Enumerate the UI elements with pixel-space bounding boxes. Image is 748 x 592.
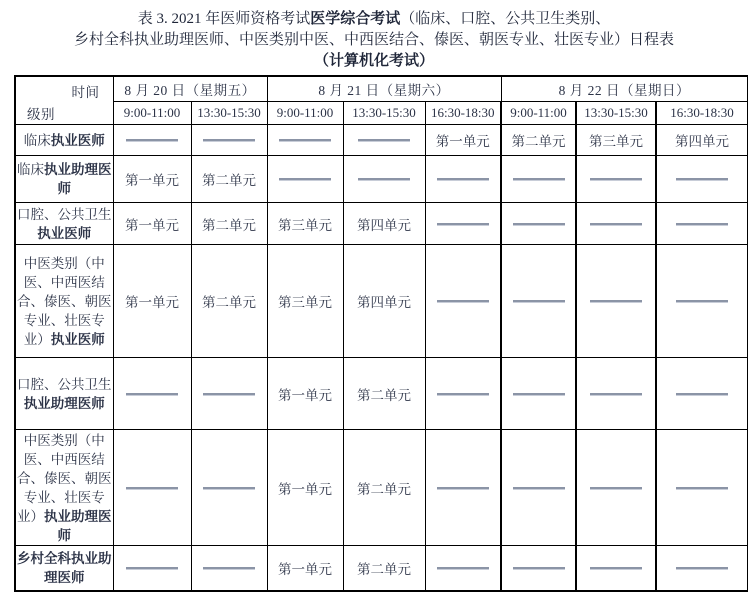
row-label-candidate-level	[15, 430, 113, 546]
no-exam-dash	[676, 178, 728, 181]
exam-unit-label: 第二单元	[357, 387, 411, 403]
row-label-plain: 口腔、公共卫生	[17, 376, 112, 392]
time-slot-header: 9:00-11:00	[267, 102, 343, 125]
no-exam-dash	[676, 300, 728, 303]
exam-unit-label: 第二单元	[357, 481, 411, 497]
row-label-plain: 临床	[17, 162, 44, 177]
no-exam-dash	[358, 139, 410, 142]
schedule-table-container	[14, 75, 748, 592]
schedule-cell	[267, 156, 343, 203]
schedule-cell	[425, 156, 501, 203]
row-label-plain: 临床	[23, 132, 51, 148]
row-label-candidate-level	[15, 546, 113, 591]
no-exam-dash	[590, 487, 642, 490]
schedule-cell	[343, 245, 425, 358]
no-exam-dash	[126, 393, 178, 396]
corner-header-cell	[15, 76, 113, 125]
schedule-cell	[576, 125, 656, 156]
schedule-cell	[343, 546, 425, 591]
schedule-cell	[576, 156, 656, 203]
exam-unit-label: 第三单元	[278, 217, 332, 233]
row-label-bold: 执业助理医师	[23, 395, 105, 411]
schedule-cell	[191, 358, 267, 430]
no-exam-dash	[590, 300, 642, 303]
time-slot-header: 9:00-11:00	[501, 102, 576, 125]
no-exam-dash	[513, 567, 565, 570]
row-label-bold: 执业医师	[50, 331, 105, 347]
no-exam-dash	[126, 567, 178, 570]
exam-unit-label: 第一单元	[278, 481, 332, 497]
schedule-cell	[113, 156, 191, 203]
row-label-candidate-level	[15, 156, 113, 203]
schedule-cell	[425, 203, 501, 245]
no-exam-dash	[513, 223, 565, 226]
schedule-cell	[576, 430, 656, 546]
time-slot-header: 16:30-18:30	[656, 102, 748, 125]
day-header-aug22: 8 月 22 日（星期日）	[501, 76, 748, 102]
exam-unit-label: 第一单元	[278, 561, 332, 577]
row-label-plain: 中医类别（中医、中西医结合、傣医、朝医专业、壮医专业）	[17, 255, 112, 347]
schedule-cell	[656, 358, 748, 430]
exam-unit-label: 第二单元	[511, 134, 566, 149]
no-exam-dash	[513, 487, 565, 490]
row-label-candidate-level	[15, 358, 113, 430]
schedule-cell	[343, 125, 425, 156]
schedule-cell	[656, 546, 748, 591]
row-label-plain: 中医类别（中医、中西医结合、傣医、朝医专业、壮医专业）	[17, 432, 112, 524]
no-exam-dash	[513, 178, 565, 181]
title-line-2: 乡村全科执业助理医师、中医类别中医、中西医结合、傣医、朝医专业、壮医专业）日程表	[73, 32, 674, 48]
corner-label-level: 级别	[27, 107, 55, 122]
schedule-cell	[656, 203, 748, 245]
schedule-cell	[191, 156, 267, 203]
row-label-bold: 执业助理医师	[44, 162, 112, 196]
exam-unit-label: 第四单元	[675, 134, 730, 149]
no-exam-dash	[203, 393, 255, 396]
schedule-cell	[113, 203, 191, 245]
time-slot-header: 16:30-18:30	[425, 102, 501, 125]
schedule-cell	[656, 125, 748, 156]
table-row	[15, 358, 748, 430]
document-title	[0, 9, 748, 72]
no-exam-dash	[279, 178, 331, 181]
table-row	[15, 156, 748, 203]
exam-unit-label: 第一单元	[125, 217, 179, 233]
exam-unit-label: 第一单元	[125, 295, 179, 310]
exam-unit-label: 第四单元	[357, 217, 411, 233]
exam-unit-label: 第二单元	[202, 173, 256, 188]
schedule-cell	[425, 430, 501, 546]
schedule-cell	[191, 203, 267, 245]
exam-unit-label: 第三单元	[589, 134, 643, 149]
schedule-cell	[576, 203, 656, 245]
time-slot-header: 13:30-15:30	[343, 102, 425, 125]
schedule-cell	[343, 430, 425, 546]
schedule-cell	[501, 203, 576, 245]
row-label-bold: 乡村全科执业助理医师	[17, 550, 112, 585]
exam-unit-label: 第一单元	[278, 387, 332, 403]
exam-unit-label: 第一单元	[435, 134, 490, 149]
schedule-cell	[425, 125, 501, 156]
row-label-plain: 口腔、公共卫生	[17, 206, 112, 222]
schedule-cell	[656, 430, 748, 546]
schedule-cell	[113, 245, 191, 358]
exam-unit-label: 第三单元	[278, 295, 332, 310]
title-line-3: （计算机化考试）	[313, 53, 434, 69]
schedule-cell	[113, 546, 191, 591]
schedule-cell	[501, 546, 576, 591]
no-exam-dash	[676, 393, 728, 396]
schedule-cell	[191, 430, 267, 546]
no-exam-dash	[590, 223, 642, 226]
schedule-cell	[501, 245, 576, 358]
schedule-cell	[425, 358, 501, 430]
schedule-cell	[113, 125, 191, 156]
schedule-cell	[656, 156, 748, 203]
no-exam-dash	[203, 487, 255, 490]
schedule-cell	[501, 125, 576, 156]
schedule-cell	[576, 245, 656, 358]
exam-unit-label: 第一单元	[125, 173, 179, 188]
schedule-cell	[343, 203, 425, 245]
no-exam-dash	[437, 487, 489, 490]
row-label-candidate-level	[15, 203, 113, 245]
no-exam-dash	[513, 393, 565, 396]
schedule-cell	[343, 358, 425, 430]
table-row	[15, 203, 748, 245]
no-exam-dash	[279, 139, 331, 142]
no-exam-dash	[590, 567, 642, 570]
schedule-cell	[343, 156, 425, 203]
schedule-cell	[191, 546, 267, 591]
exam-unit-label: 第二单元	[357, 561, 411, 577]
table-row	[15, 546, 748, 591]
no-exam-dash	[437, 567, 489, 570]
table-row	[15, 245, 748, 358]
schedule-cell	[501, 358, 576, 430]
no-exam-dash	[676, 487, 728, 490]
no-exam-dash	[437, 223, 489, 226]
schedule-cell	[267, 245, 343, 358]
table-row	[15, 430, 748, 546]
row-label-candidate-level	[15, 245, 113, 358]
no-exam-dash	[513, 300, 565, 303]
no-exam-dash	[437, 178, 489, 181]
no-exam-dash	[437, 300, 489, 303]
corner-label-time: 时间	[71, 85, 100, 100]
schedule-cell	[656, 245, 748, 358]
schedule-cell	[425, 245, 501, 358]
exam-unit-label: 第二单元	[202, 217, 256, 233]
schedule-cell	[267, 430, 343, 546]
no-exam-dash	[590, 178, 642, 181]
no-exam-dash	[358, 178, 410, 181]
time-slot-header: 9:00-11:00	[113, 102, 191, 125]
schedule-cell	[267, 358, 343, 430]
schedule-cell	[113, 358, 191, 430]
no-exam-dash	[126, 487, 178, 490]
time-slot-header: 13:30-15:30	[191, 102, 267, 125]
schedule-cell	[576, 546, 656, 591]
schedule-cell	[191, 245, 267, 358]
no-exam-dash	[203, 567, 255, 570]
schedule-cell	[113, 430, 191, 546]
row-label-candidate-level	[15, 125, 113, 156]
no-exam-dash	[590, 393, 642, 396]
schedule-cell	[267, 203, 343, 245]
schedule-cell	[425, 546, 501, 591]
day-header-aug20: 8 月 20 日（星期五）	[113, 76, 267, 102]
day-header-aug21: 8 月 21 日（星期六）	[267, 76, 501, 102]
exam-unit-label: 第四单元	[357, 295, 411, 310]
no-exam-dash	[126, 139, 178, 142]
time-slot-header: 13:30-15:30	[576, 102, 656, 125]
schedule-cell	[501, 430, 576, 546]
schedule-cell	[267, 125, 343, 156]
schedule-cell	[501, 156, 576, 203]
schedule-cell	[267, 546, 343, 591]
no-exam-dash	[676, 223, 728, 226]
table-row	[15, 125, 748, 156]
exam-schedule-table	[14, 75, 748, 592]
no-exam-dash	[203, 139, 255, 142]
no-exam-dash	[437, 393, 489, 396]
schedule-cell	[576, 358, 656, 430]
row-label-bold: 执业医师	[37, 225, 92, 241]
schedule-cell	[191, 125, 267, 156]
row-label-bold: 执业医师	[50, 132, 105, 148]
row-label-bold: 执业助理医师	[44, 508, 112, 543]
exam-unit-label: 第二单元	[202, 295, 256, 310]
title-line-1: 表 3. 2021 年医师资格考试医学综合考试（临床、口腔、公共卫生类别、	[137, 11, 611, 27]
no-exam-dash	[676, 567, 728, 570]
